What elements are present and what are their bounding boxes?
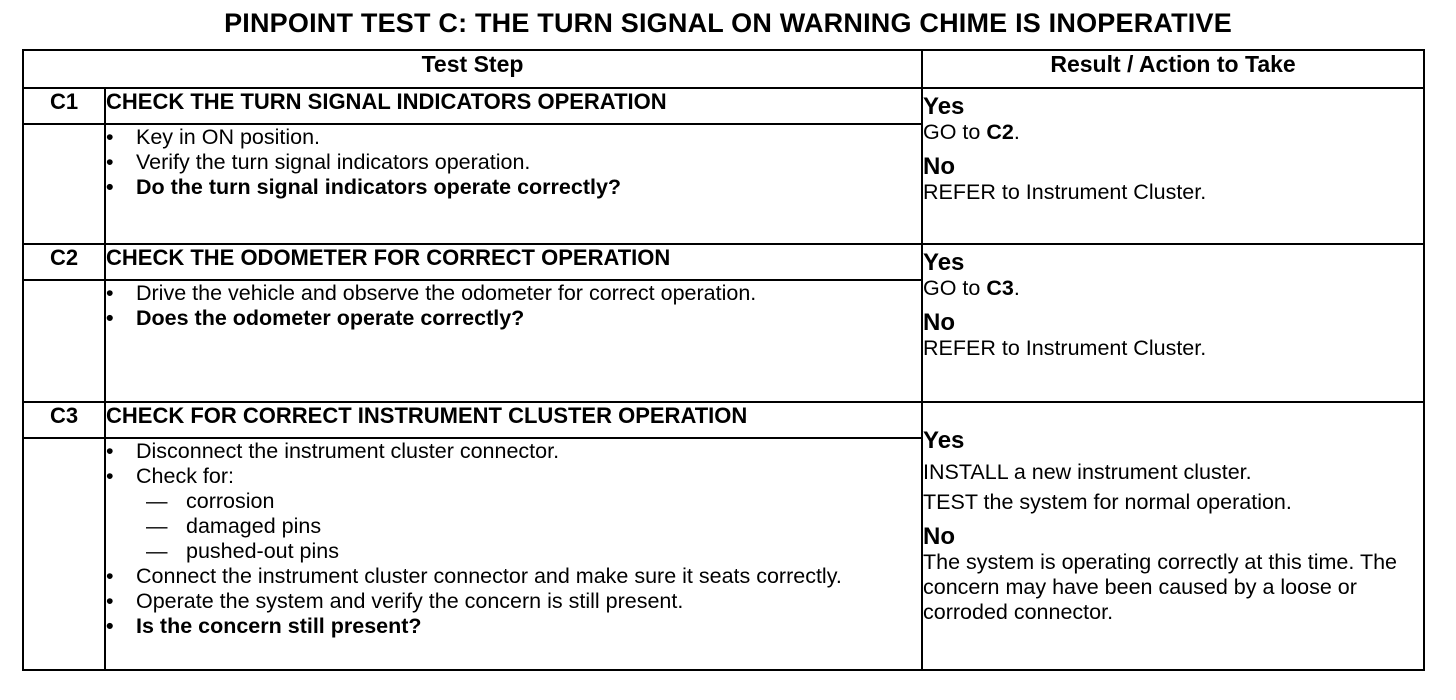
yes-result — [923, 93, 1423, 145]
yes-label: Yes — [923, 249, 965, 276]
instruction-item: • Connect the instrument cluster connector and make sure it seats correctly. — [106, 564, 901, 589]
step-id: C3 — [23, 402, 105, 438]
step-question: • Does the odometer operate correctly? — [106, 306, 791, 331]
yes-action: GO to C3. — [923, 276, 1020, 300]
no-label: No — [923, 309, 956, 336]
step-c2-instructions — [105, 280, 922, 402]
table-header-row — [23, 50, 1424, 88]
check-item: — damaged pins — [136, 514, 901, 539]
step-c2-result — [922, 244, 1424, 402]
instruction-item: • Operate the system and verify the concern is still present. — [106, 589, 901, 614]
step-name: CHECK THE TURN SIGNAL INDICATORS OPERATION — [105, 88, 922, 124]
step-c1-instructions — [105, 124, 922, 244]
result-header: Result / Action to Take — [922, 50, 1424, 88]
instruction-item: • Disconnect the instrument cluster connector. — [106, 439, 901, 464]
no-action: REFER to Instrument Cluster. — [923, 336, 1207, 360]
no-result — [923, 153, 1423, 205]
step-reference: C2 — [986, 120, 1014, 144]
pinpoint-test-table — [22, 49, 1425, 671]
no-action: The system is operating correctly at this time. The concern may have been caused by a loose or corroded connector. — [923, 550, 1397, 624]
check-item: — pushed-out pins — [136, 539, 901, 564]
step-reference: C3 — [986, 276, 1014, 300]
page-title: PINPOINT TEST C: THE TURN SIGNAL ON WARNING CHIME IS INOPERATIVE — [224, 8, 1232, 38]
step-question: • Is the concern still present? — [106, 614, 901, 639]
step-c2-title-row — [23, 244, 1424, 280]
step-c1-title-row — [23, 88, 1424, 124]
instruction-item: • Key in ON position. — [106, 125, 921, 150]
yes-result — [923, 249, 1423, 301]
no-result — [923, 523, 1423, 625]
check-item: — corrosion — [136, 489, 901, 514]
step-id: C1 — [23, 88, 105, 124]
instruction-item: • Drive the vehicle and observe the odometer for correct operation. — [106, 281, 791, 306]
step-question: • Do the turn signal indicators operate correctly? — [106, 175, 921, 200]
step-id: C2 — [23, 244, 105, 280]
no-label: No — [923, 153, 956, 180]
instruction-item: • Verify the turn signal indicators operation. — [106, 150, 921, 175]
no-result — [923, 309, 1423, 361]
no-action: REFER to Instrument Cluster. — [923, 180, 1207, 204]
check-for-list — [136, 489, 901, 564]
yes-action: GO to C2. — [923, 120, 1020, 144]
yes-action-2: TEST the system for normal operation. — [923, 490, 1292, 514]
step-c3-instructions — [105, 438, 922, 670]
step-name: CHECK FOR CORRECT INSTRUMENT CLUSTER OPERATION — [105, 402, 922, 438]
yes-label: Yes — [923, 93, 965, 120]
no-label: No — [923, 523, 956, 550]
yes-action: INSTALL a new instrument cluster. — [923, 460, 1252, 484]
yes-result — [923, 427, 1423, 515]
step-c3-title-row — [23, 402, 1424, 438]
step-name: CHECK THE ODOMETER FOR CORRECT OPERATION — [105, 244, 922, 280]
yes-label: Yes — [923, 427, 965, 454]
instruction-item: • Check for: — corrosion — damaged pins — pushed-out pins — [106, 464, 901, 564]
test-step-header: Test Step — [23, 50, 922, 88]
step-c1-result — [922, 88, 1424, 244]
step-c3-result — [922, 402, 1424, 670]
